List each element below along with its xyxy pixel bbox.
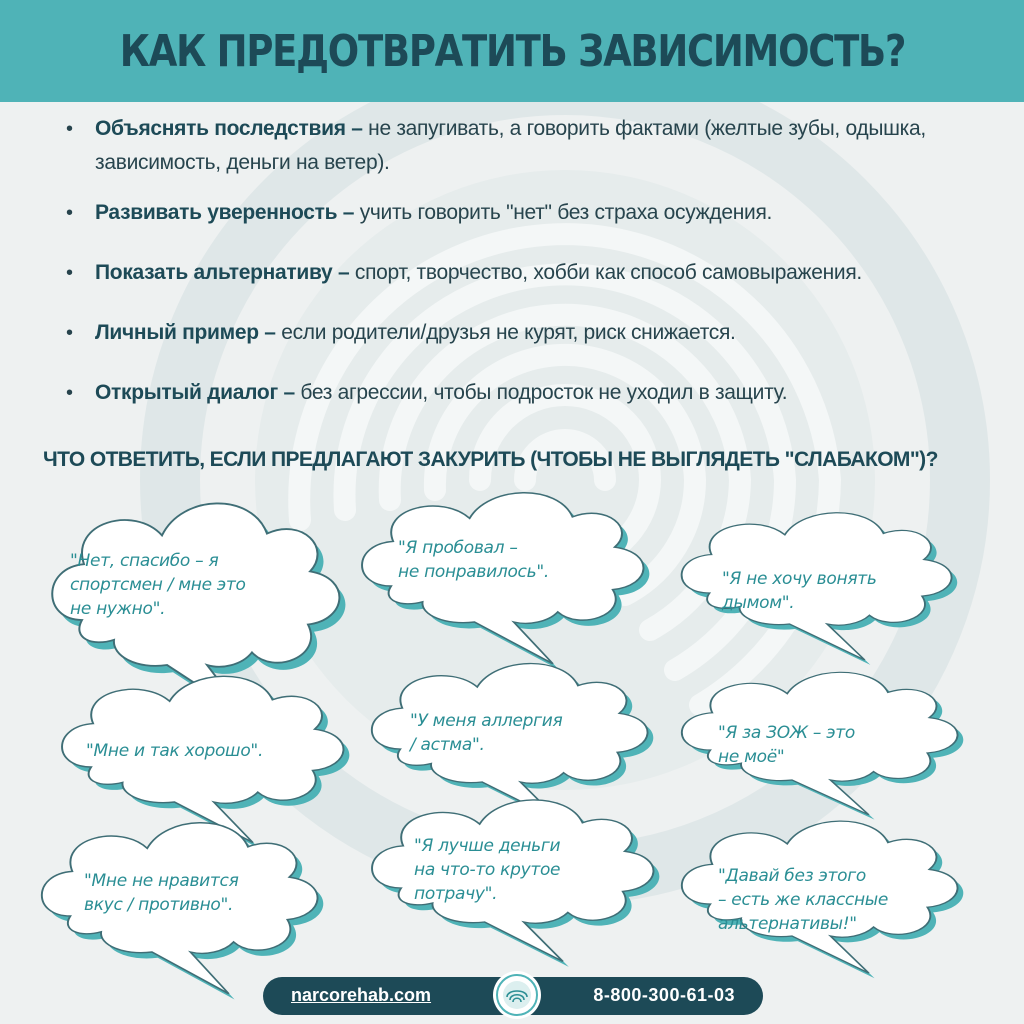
header-banner (0, 0, 1024, 102)
answer-text (414, 834, 560, 906)
page-title: КАК ПРЕДОТВРАТИТЬ ЗАВИСИМОСТЬ? (119, 25, 905, 77)
answer-text (722, 567, 877, 615)
tip-text: спорт, творчество, хобби как способ самовыражения. (354, 261, 862, 284)
answer-line: не понравилось". (398, 562, 549, 582)
tip-text: если родители/друзья не курят, риск снижается. (281, 321, 736, 344)
answer-line: "Мне и так хорошо". (86, 741, 264, 761)
footer-phone[interactable]: 8-800-300-61-03 (593, 985, 735, 1005)
answer-line: на что-то крутое (414, 860, 561, 880)
answer-line: / астма". (410, 735, 485, 755)
tip-dash: – (258, 321, 282, 344)
answer-text (718, 721, 855, 769)
tip-text: не запугивать, а говорить фактами (желтые зубы, одышка, зависимость, деньги на ветер). (95, 117, 926, 174)
answer-line: спортсмен / мне это (70, 575, 246, 595)
tip-item (66, 316, 1006, 350)
tip-term: Личный пример (95, 321, 259, 344)
answer-line: не нужно". (70, 599, 166, 619)
answer-text (718, 864, 888, 936)
answer-line: – есть же классные (718, 890, 889, 910)
answer-line: "У меня аллергия (410, 711, 563, 731)
tip-dash: – (337, 201, 360, 224)
tip-item (66, 112, 1006, 180)
answer-line: "Я за ЗОЖ – это (718, 723, 855, 743)
tip-text: без агрессии, чтобы подросток не уходил в защиту. (300, 381, 788, 404)
tip-term: Объяснять последствия (95, 117, 346, 140)
tip-dash: – (345, 117, 369, 140)
answer-line: "Мне не нравится (84, 871, 239, 891)
answer-line: альтернативы!" (718, 914, 857, 934)
answer-text (70, 549, 246, 621)
tips-list (66, 112, 1006, 436)
tip-term: Открытый диалог (95, 381, 278, 404)
answer-line: "Я пробовал – (398, 538, 518, 558)
tip-dash: – (277, 381, 301, 404)
footer-site-link[interactable]: narcorehab.com (291, 985, 432, 1005)
clinic-logo-icon (492, 970, 542, 1020)
tip-item (66, 256, 1006, 290)
answer-line: вкус / противно". (84, 895, 234, 915)
answer-line: потрачу". (414, 884, 498, 904)
answer-text (410, 709, 562, 757)
answer-line: не моё" (718, 747, 785, 767)
tip-term: Показать альтернативу (95, 261, 333, 284)
answer-text (398, 536, 549, 584)
footer-bar (263, 977, 763, 1015)
answer-line: "Я лучше деньги (414, 836, 561, 856)
tip-dash: – (332, 261, 355, 284)
answer-text (84, 869, 239, 917)
answer-line: "Давай без этого (718, 866, 866, 886)
tip-text: учить говорить "нет" без страха осуждения. (359, 201, 773, 224)
tip-item (66, 376, 1006, 410)
tip-term: Развивать уверенность (95, 201, 338, 224)
tip-item (66, 196, 1006, 230)
answer-line: "Я не хочу вонять (722, 569, 877, 589)
answer-line: "Нет, спасибо – я (70, 551, 219, 571)
answer-line: дымом". (722, 593, 795, 613)
answer-text (86, 739, 263, 763)
section-question: ЧТО ОТВЕТИТЬ, ЕСЛИ ПРЕДЛАГАЮТ ЗАКУРИТЬ (ЧТОБЫ НЕ ВЫГЛЯДЕТЬ "СЛАБАКОМ")? (43, 448, 938, 471)
